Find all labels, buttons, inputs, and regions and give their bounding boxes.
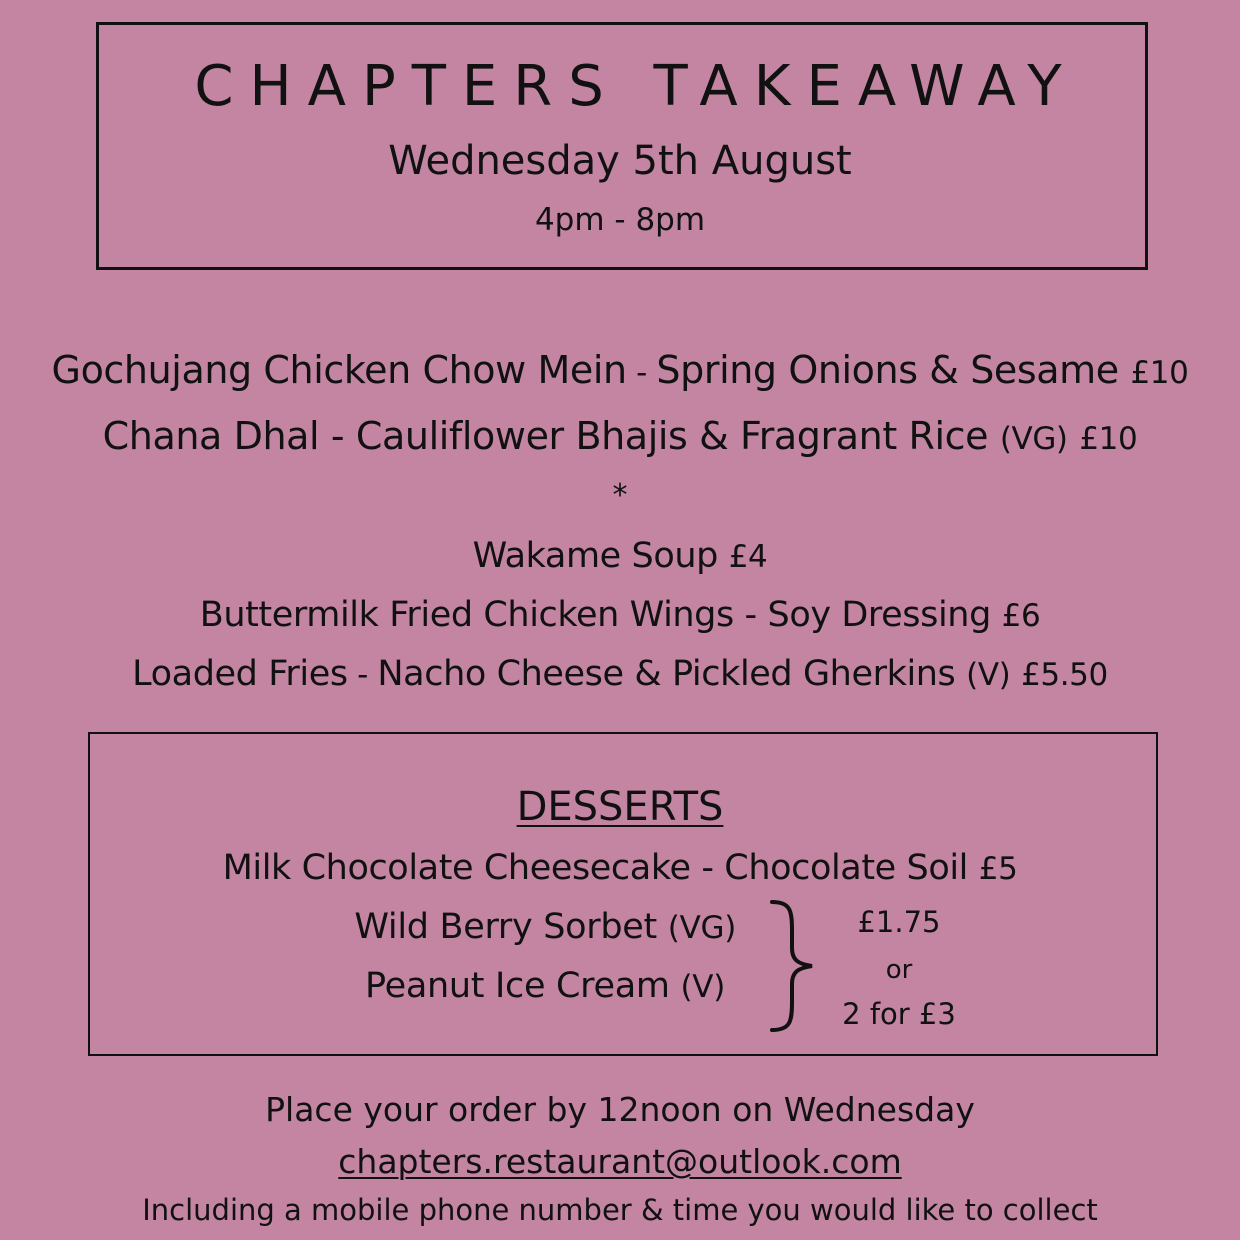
item-name: Buttermilk Fried Chicken Wings — [199, 595, 734, 635]
item-name: Wakame Soup — [472, 536, 718, 576]
menu-item-wakame-soup — [0, 536, 1240, 576]
dietary-tag: (V) — [680, 969, 725, 1005]
item-name: Gochujang Chicken Chow Mein — [51, 348, 627, 392]
item-description: Nacho Cheese & Pickled Gherkins — [377, 654, 956, 694]
menu-item-cheesecake — [0, 848, 1240, 888]
item-description: Soy Dressing — [767, 595, 991, 635]
desserts-heading: DESSERTS — [516, 784, 724, 830]
dietary-tag: (V) — [966, 657, 1011, 693]
item-price: £10 — [1079, 421, 1138, 457]
menu-item-peanut-ice-cream — [365, 966, 725, 1006]
item-name: Chana Dhal — [102, 414, 320, 458]
menu-item-sorbet — [354, 907, 736, 947]
service-hours: 4pm - 8pm — [534, 202, 706, 238]
ice-price-single: £1.75 — [857, 905, 941, 939]
menu-item-loaded-fries — [0, 654, 1240, 694]
item-price: £5.50 — [1021, 657, 1108, 693]
ice-price-deal: 2 for £3 — [842, 997, 956, 1031]
item-separator: - — [347, 657, 378, 693]
item-description: Chocolate Soil — [724, 848, 969, 888]
order-deadline: Place your order by 12noon on Wednesday — [265, 1090, 975, 1129]
item-price: £6 — [1001, 598, 1041, 634]
service-date: Wednesday 5th August — [388, 138, 852, 184]
item-price: £10 — [1130, 355, 1189, 391]
item-description: Cauliflower Bhajis & Fragrant Rice — [355, 414, 989, 458]
item-price: £5 — [978, 851, 1018, 887]
ice-price-or: or — [885, 955, 913, 985]
item-name: Peanut Ice Cream — [365, 966, 670, 1006]
dietary-tag: (VG) — [999, 421, 1068, 457]
dietary-tag: (VG) — [667, 910, 736, 946]
item-name: Wild Berry Sorbet — [354, 907, 657, 947]
page-title: CHAPTERS TAKEAWAY — [194, 54, 1078, 119]
order-note: Including a mobile phone number & time you would like to collect — [142, 1193, 1098, 1227]
item-description: Spring Onions & Sesame — [656, 348, 1119, 392]
menu-item-chana-dhal — [0, 414, 1240, 458]
order-email-link[interactable]: chapters.restaurant@outlook.com — [338, 1142, 902, 1181]
item-separator: - — [319, 414, 356, 458]
section-separator: * — [612, 478, 628, 513]
item-separator: - — [626, 355, 657, 391]
item-separator: - — [733, 595, 768, 635]
item-name: Loaded Fries — [132, 654, 348, 694]
item-price: £4 — [728, 539, 768, 575]
item-separator: - — [690, 848, 725, 888]
menu-item-chow-mein — [0, 348, 1240, 392]
item-name: Milk Chocolate Cheesecake — [222, 848, 691, 888]
menu-item-chicken-wings — [0, 595, 1240, 635]
